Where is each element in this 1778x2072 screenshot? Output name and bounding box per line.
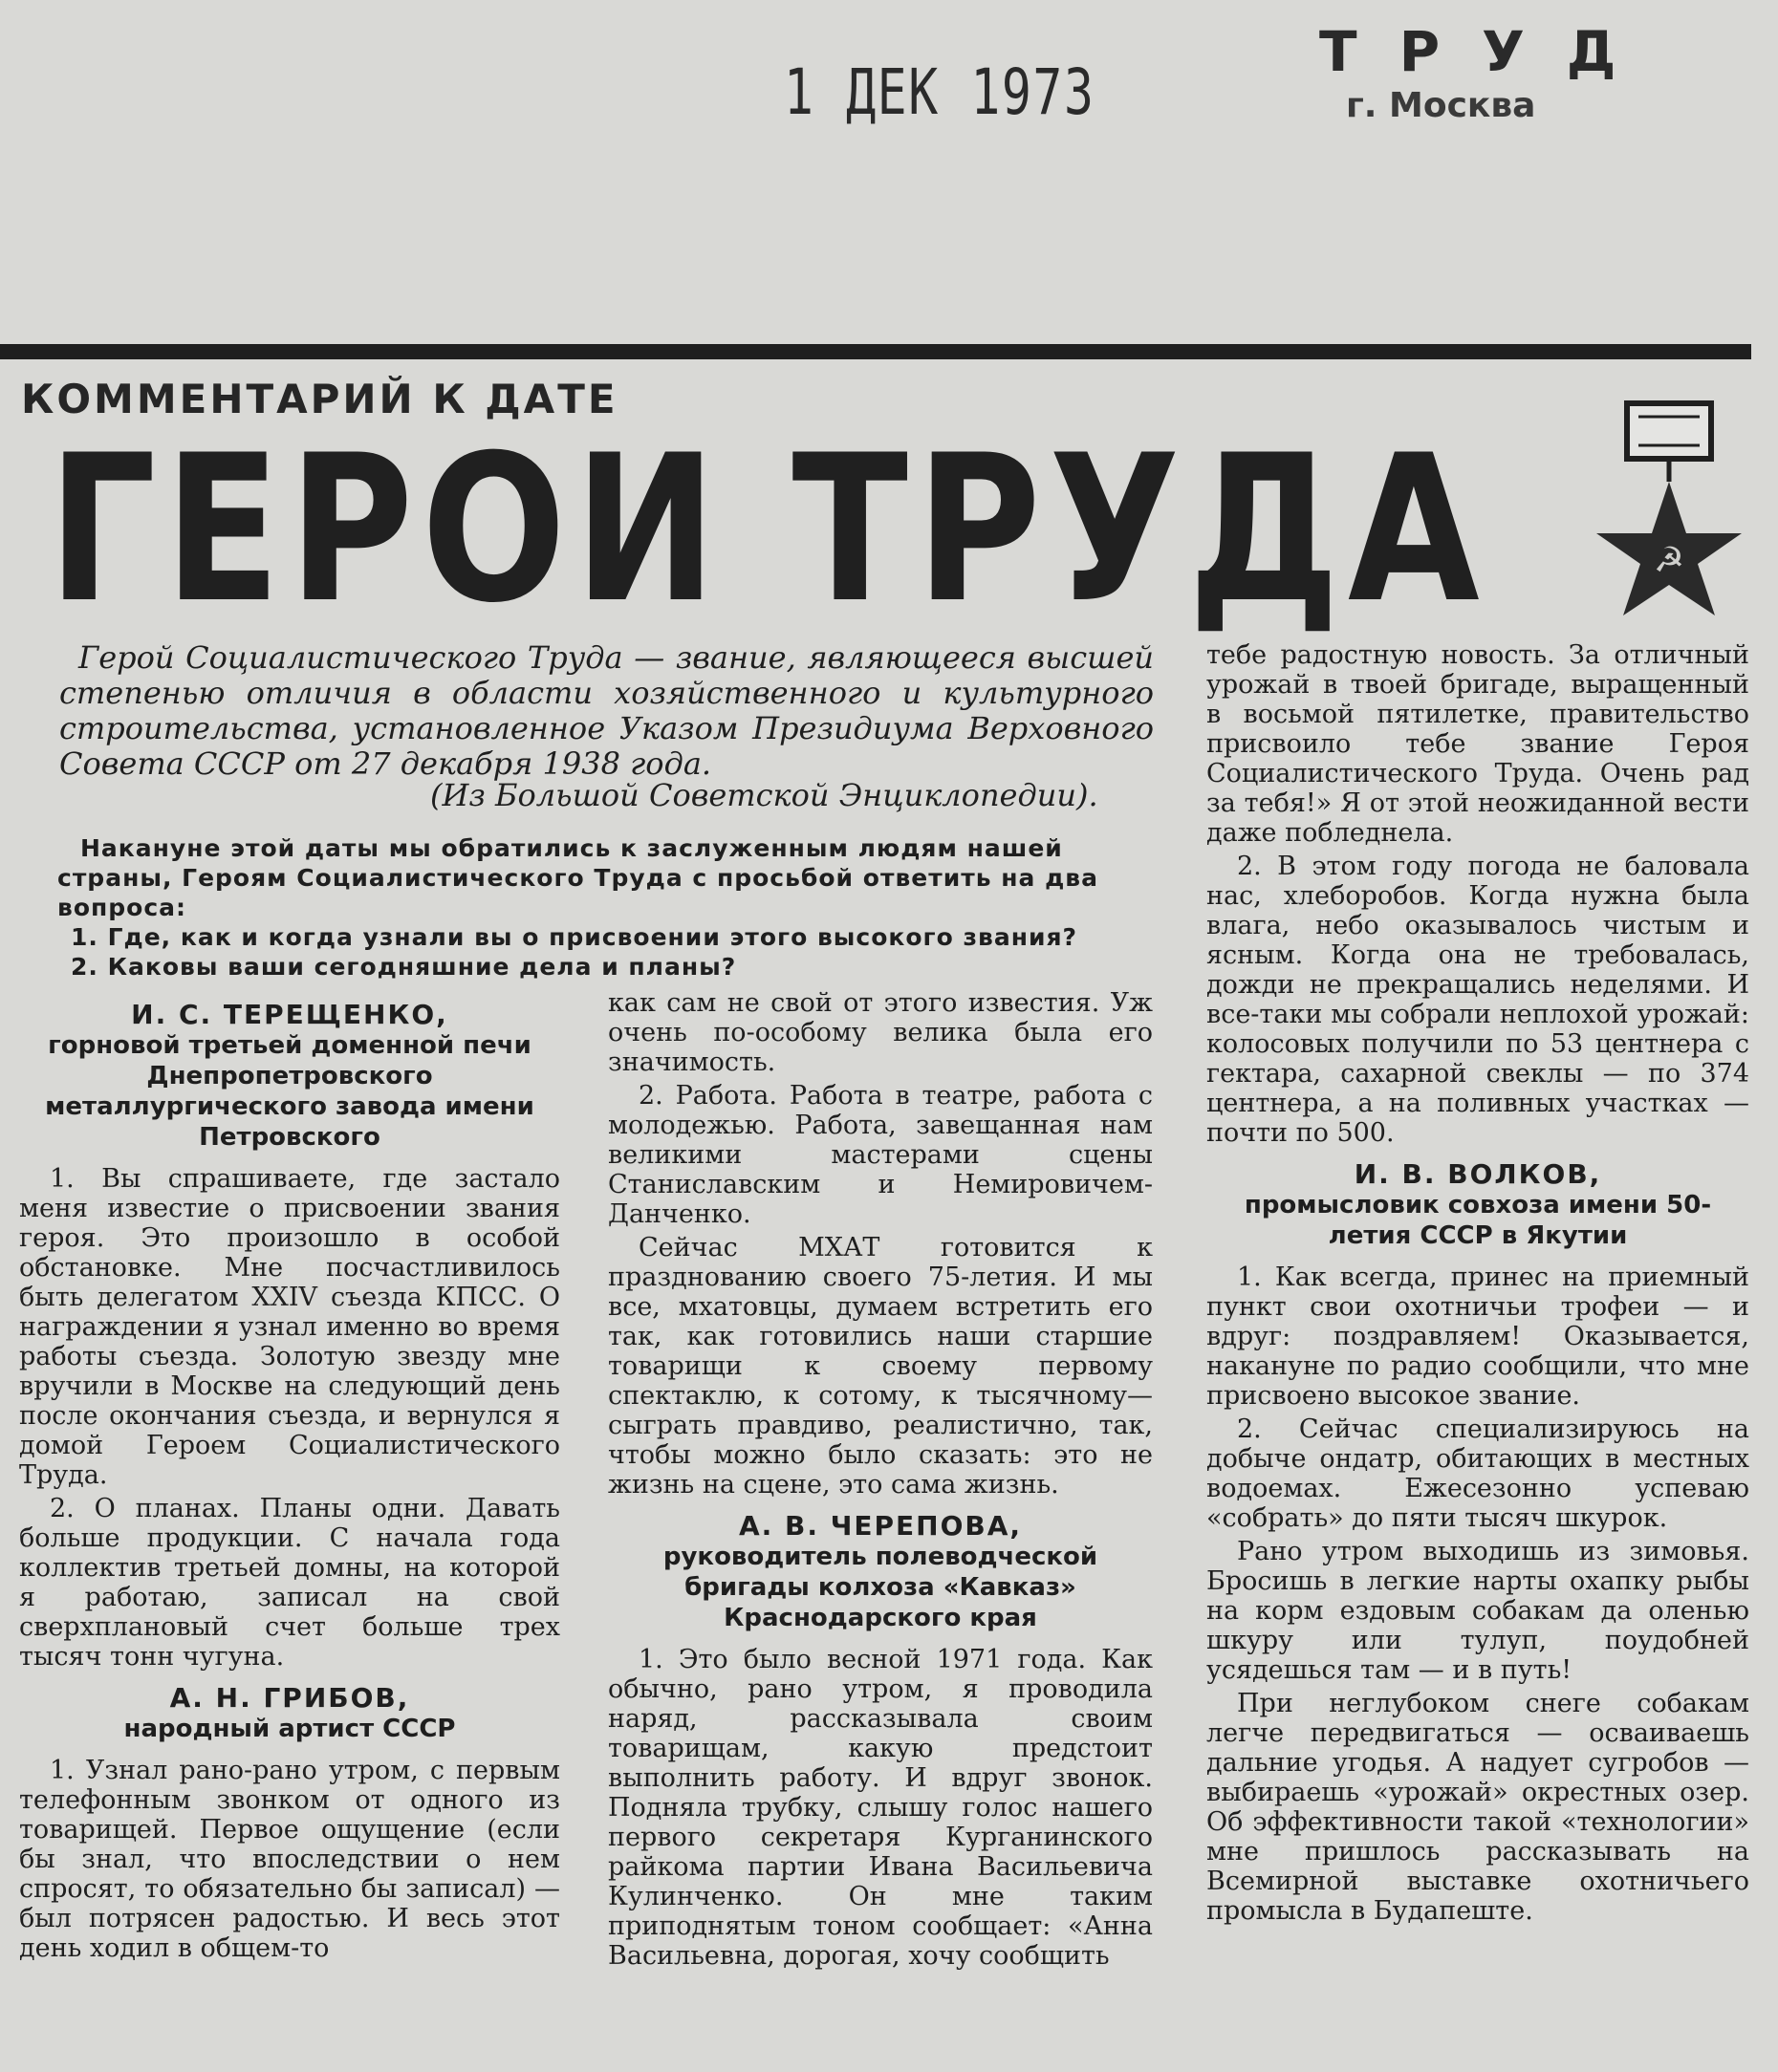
- questions-intro: Накануне этой даты мы обратились к заслуженным людям нашей страны, Героям Социалистического Труда с просьбой ответить на два вопроса:: [57, 834, 1098, 921]
- answer-paragraph: Рано утром выходишь из зимовья. Бросишь в легкие нарты охапку рыбы на корм ездовым собакам да оленью шкуру или тулуп, поудобней усядешься там — и в путь!: [1206, 1537, 1749, 1685]
- answer-paragraph: 1. Как всегда, принес на приемный пункт свои охотничьи трофеи — и вдруг: поздравляем! Оказывается, накануне по радио сообщили, что мне присвоено высокое звание.: [1206, 1263, 1749, 1411]
- column-1: [19, 988, 560, 1967]
- hero-star-medal-icon: [1593, 399, 1745, 621]
- section-kicker: КОММЕНТАРИЙ К ДАТЕ: [21, 376, 618, 422]
- svg-text:☭: ☭: [1653, 541, 1685, 580]
- page-headline: ГЕРОИ ТРУДА: [48, 411, 1488, 647]
- author-role: народный артист СССР: [123, 1715, 456, 1743]
- question-2: 2. Каковы ваши сегодняшние дела и планы?: [71, 953, 737, 981]
- answer-paragraph: 1. Вы спрашиваете, где застало меня известие о присвоении звания героя. Это произошло в особой обстановке. Мне посчастливилось быть делегатом XXIV съезда КПСС. О награждении я узнал именно во время работы съезда. Золотую звезду мне вручили в Москве на следующий день после окончания съезда, и вернулся я домой Героем Социалистического Труда.: [19, 1164, 560, 1490]
- lead-citation: (Из Большой Советской Энциклопедии).: [430, 777, 1098, 813]
- answer-paragraph-continued: как сам не свой от этого известия. Уж очень по-особому велика была его значимость.: [608, 988, 1153, 1077]
- answer-paragraph: 2. Сейчас специализируюсь на добыче ондатр, обитающих в местных водоемах. Ежесезонно успеваю «собрать» до пяти тысяч шкурок.: [1206, 1414, 1749, 1533]
- author-role: промысловик совхоза имени 50-летия СССР в Якутии: [1244, 1191, 1712, 1250]
- column-2: [608, 988, 1153, 1975]
- clipping-date-stamp: 1 ДЕК 1973: [784, 55, 1095, 129]
- answer-paragraph: 1. Узнал рано-рано утром, с первым телефонным звонком от одного из товарищей. Первое ощущение (если бы знал, что впоследствии о нем спросят, то обязательно бы записал) — был потрясен радостью. И весь этот день ходил в общем-то: [19, 1756, 560, 1963]
- lead-definition: Герой Социалистического Труда — звание, являющееся высшей степенью отличия в области хозяйственного и культурного строительства, установленное Указом Президиума Верховного Совета СССР от 27 декабря 1938 года.: [59, 639, 1154, 782]
- answer-paragraph: При неглубоком снеге собакам легче передвигаться — осваиваешь дальние угодья. А надует сугробов — выбираешь «урожай» окрестных озер. Об эффективности такой «технологии» мне пришлось рассказывать на Всемирной выставке охотничьего промысла в Будапеште.: [1206, 1689, 1749, 1926]
- byline-volkov: [1206, 1159, 1749, 1251]
- author-role: руководитель полеводческой бригады колхоза «Кавказ» Краснодарского края: [662, 1543, 1098, 1632]
- author-role: горновой третьей доменной печи Днепропетровского металлургического завода имени Петровского: [45, 1031, 534, 1152]
- byline-cherepova: [608, 1511, 1153, 1633]
- question-1: 1. Где, как и когда узнали вы о присвоении этого высокого звания?: [71, 923, 1078, 951]
- answer-paragraph-continued: тебе радостную новость. За отличный урожай в твоей бригаде, выращенный в восьмой пятилетке, правительство присвоило тебе звание Героя Социалистического Труда. Очень рад за тебя!» Я от этой неожиданной вести даже побледнела.: [1206, 640, 1749, 848]
- newspaper-name-stamp: ТРУД: [1319, 19, 1659, 84]
- byline-gribov: [19, 1683, 560, 1744]
- author-name: И. В. ВОЛКОВ,: [1354, 1158, 1602, 1190]
- newspaper-city-stamp: г. Москва: [1346, 86, 1536, 125]
- column-3: [1206, 640, 1749, 1930]
- answer-paragraph: 2. Работа. Работа в театре, работа с молодежью. Работа, завещанная нам великими мастерами сцены Станиславским и Немировичем-Данченко.: [608, 1081, 1153, 1229]
- answer-paragraph: 1. Это было весной 1971 года. Как обычно, рано утром, я проводила наряд, рассказывала своим товарищам, какую предстоит выполнить работу. И вдруг звонок. Подняла трубку, слышу голос нашего первого секретаря Курганинского райкома партии Ивана Васильевича Кулинченко. Он мне таким приподнятым тоном сообщает: «Анна Васильевна, дорогая, хочу сообщить: [608, 1645, 1153, 1971]
- author-name: И. С. ТЕРЕЩЕНКО,: [131, 999, 448, 1030]
- author-name: А. Н. ГРИБОВ,: [169, 1682, 410, 1714]
- header-rule: [0, 344, 1751, 359]
- author-name: А. В. ЧЕРЕПОВА,: [738, 1510, 1023, 1542]
- answer-paragraph: 2. О планах. Планы одни. Давать больше продукции. С начала года коллектив третьей домны, на которой я работаю, записал на свой сверхплановый счет больше трех тысяч тонн чугуна.: [19, 1494, 560, 1672]
- byline-tereshchenko: [19, 1000, 560, 1153]
- answer-paragraph: 2. В этом году погода не баловала нас, хлеборобов. Когда нужна была влага, небо оказывалось чистым и ясным. Когда она не требовалась, дожди не прекращались неделями. И все-таки мы собрали неплохой урожай: колосовых получили по 53 центнера с гектара, сахарной свеклы — по 374 центнера, а на поливных участках — почти по 500.: [1206, 852, 1749, 1148]
- editorial-questions: [57, 833, 1157, 982]
- answer-paragraph: Сейчас МХАТ готовится к празднованию своего 75-летия. И мы все, мхатовцы, думаем встретить его так, как готовились наши старшие товарищи к своему первому спектаклю, к сотому, к тысячному—сыграть правдиво, реалистично, так, чтобы можно было сказать: это не жизнь на сцене, это сама жизнь.: [608, 1233, 1153, 1500]
